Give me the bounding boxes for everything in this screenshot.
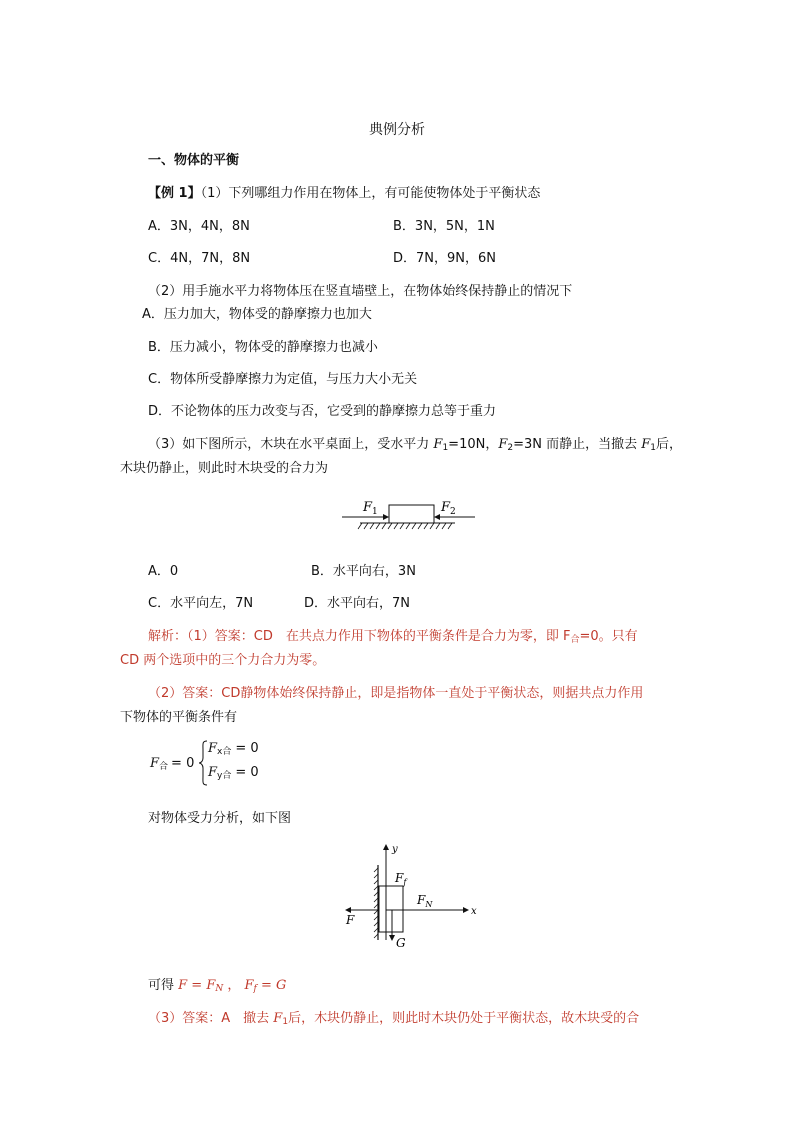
formula-row2 (208, 764, 259, 785)
formula-r1-sub: x合 (217, 747, 232, 757)
q3-text-b: 后， (656, 437, 683, 452)
formula-r2-f: F (208, 765, 218, 780)
ff-label: $F_f$ (395, 871, 407, 887)
q2-option-b: B．压力减小，物体受的静摩擦力也减小 (148, 340, 378, 355)
q3-f2: F (498, 437, 508, 452)
result-eq2 (244, 978, 286, 993)
q1-prompt: （1）下列哪组力作用在物体上，有可能使物体处于平衡状态 (200, 186, 541, 201)
formula-eq0: = 0 (171, 756, 195, 771)
result-eq2-text: F (244, 978, 254, 993)
answer3-line (148, 1010, 639, 1031)
page-title: 典例分析 (369, 122, 425, 138)
answer1-text-b: =0。只有 (579, 629, 638, 644)
q2-option-c: C．物体所受静摩擦力为定值，与压力大小无关 (148, 372, 418, 387)
result-eq1-text: F = F (178, 978, 216, 993)
q2-prompt: （2）用手施水平力将物体压在竖直墙壁上，在物体始终保持静止的情况下 (148, 284, 573, 299)
q1-option-a: A．3N，4N，8N (148, 219, 250, 234)
answer3-text-a: （3）答案：A 撤去 (148, 1011, 274, 1026)
q1-option-c: C．4N，7N，8N (148, 251, 251, 266)
q3-line1 (148, 436, 682, 457)
answer1-sub: 合 (570, 635, 580, 645)
q3-f2-val: =3N 而静止，当撤去 (513, 437, 642, 452)
wall-hatch (374, 868, 378, 938)
answer3-f: F (273, 1011, 283, 1026)
example-tag: 【例 1】 (148, 186, 201, 201)
formula-brace (198, 740, 208, 786)
formula-lhs-f: F (150, 756, 160, 771)
formula-lhs-sub: 合 (159, 762, 169, 772)
formula-r2-sub: y合 (217, 771, 232, 781)
table-hatch (358, 523, 452, 529)
f-label: F (346, 913, 355, 927)
q3-f1: F (433, 437, 443, 452)
section-heading: 一、物体的平衡 (148, 153, 240, 168)
result-sep: ， (223, 978, 245, 993)
q3-option-d: D．水平向右，7N (304, 596, 411, 611)
x-axis-label: x (471, 906, 477, 917)
answer1-line1 (148, 628, 638, 649)
formula-lhs (150, 755, 194, 776)
q3-text-a: （3）如下图所示，木块在水平桌面上，受水平力 (148, 437, 434, 452)
f2-label: $F_2$ (441, 500, 456, 517)
q1-option-d: D．7N，9N，6N (393, 251, 496, 266)
q3-f1-val: =10N， (448, 437, 499, 452)
result-line (148, 977, 286, 998)
g-label: G (396, 936, 406, 950)
answer2-line2: 下物体的平衡条件有 (120, 710, 238, 725)
formula-r2-eq: = 0 (235, 765, 259, 780)
analysis-text: 对物体受力分析，如下图 (148, 811, 292, 826)
f1-label: $F_1$ (363, 500, 378, 517)
result-eq1 (178, 978, 223, 993)
block-figure (340, 496, 490, 538)
force-diagram (340, 840, 490, 958)
q3-f1b-sub: 1 (650, 443, 657, 453)
object-block (379, 886, 403, 932)
q3-option-a: A．0 (148, 564, 179, 579)
q2-option-a: A．压力加大，物体受的静摩擦力也加大 (142, 307, 372, 322)
answer2-line1: （2）答案：CD静物体始终保持静止，即是指物体一直处于平衡状态，则据共点力作用 (148, 686, 644, 701)
q3-f1b: F (641, 437, 651, 452)
result-eq1-sub: N (215, 984, 224, 994)
result-eq2-rest: = G (256, 978, 287, 993)
result-eq2-sub: f (253, 984, 257, 994)
q2-option-d: D．不论物体的压力改变与否，它受到的静摩擦力总等于重力 (148, 404, 497, 419)
fn-label: $F_N$ (417, 893, 433, 909)
y-axis-label: y (392, 844, 398, 855)
wood-block (389, 505, 434, 523)
formula-row1 (208, 740, 259, 761)
answer3-f-sub: 1 (282, 1017, 289, 1027)
answer3-text-b: 后，木块仍静止，则此时木块仍处于平衡状态，故木块受的合 (288, 1011, 640, 1026)
formula-r1-f: F (208, 741, 218, 756)
answer1-line2: CD 两个选项中的三个力合力为零。 (120, 653, 326, 668)
q3-line2: 木块仍静止，则此时木块受的合力为 (120, 461, 329, 476)
answer1-text-a: 解析：（1）答案：CD 在共点力作用下物体的平衡条件是合力为零，即 F (148, 629, 571, 644)
q3-option-c: C．水平向左，7N (148, 596, 254, 611)
q1-option-b: B．3N，5N，1N (393, 219, 495, 234)
result-prefix: 可得 (148, 978, 179, 993)
q3-f1-sub: 1 (442, 443, 449, 453)
equilibrium-formula (150, 738, 270, 788)
formula-r1-eq: = 0 (235, 741, 259, 756)
q3-f2-sub: 2 (507, 443, 514, 453)
q3-option-b: B．水平向右，3N (311, 564, 416, 579)
q1-line (148, 185, 540, 203)
